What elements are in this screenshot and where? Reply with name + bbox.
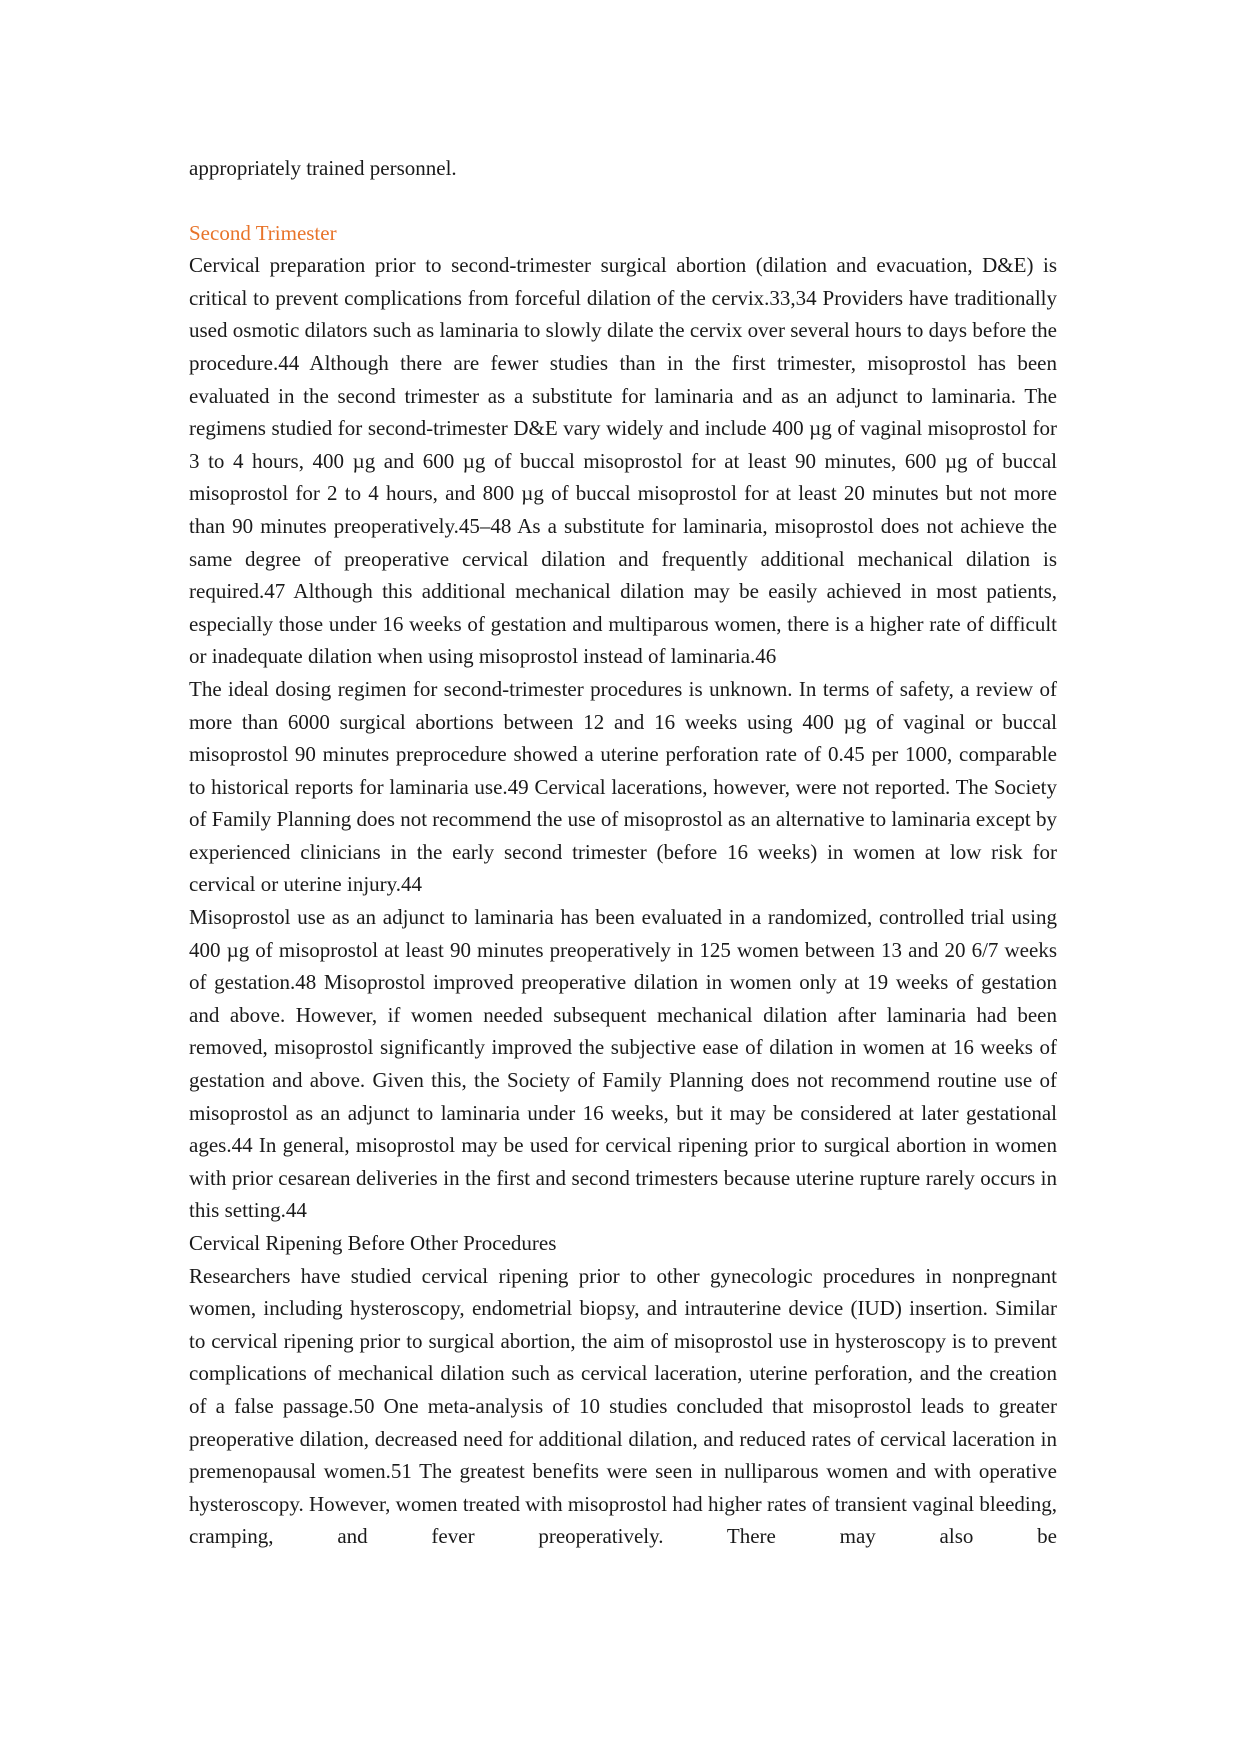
- paragraph-dosing-regimen: The ideal dosing regimen for second-trimester procedures is unknown. In terms of safety, a review of more than 6000 surgical abortions between 12 and 16 weeks using 400 µg of vaginal or buccal misoprostol 90 minutes preprocedure showed a uterine perforation rate of 0.45 per 1000, comparable to historical reports for laminaria use.49 Cervical lacerations, however, were not reported. The Society of Family Planning does not recommend the use of misoprostol as an alternative to laminaria except by experienced clinicians in the early second trimester (before 16 weeks) in women at low risk for cervical or uterine injury.44: [189, 676, 1057, 897]
- section-heading: Second Trimester: [189, 220, 337, 245]
- continuation-text: appropriately trained personnel.: [189, 156, 457, 180]
- paragraph-cervical-preparation: Cervical preparation prior to second-trimester surgical abortion (dilation and evacuation, D&E) is critical to prevent complications from forceful dilation of the cervix.33,34 Providers have traditionally used osmotic dilators such as laminaria to slowly dilate the cervix over several hours to days before the procedure.44 Although there are fewer studies than in the first trimester, misoprostol has been evaluated in the second trimester as a substitute for laminaria and as an adjunct to laminaria. The regimens studied for second-trimester D&E vary widely and include 400 µg of vaginal misoprostol for 3 to 4 hours, 400 µg and 600 µg of buccal misoprostol for at least 90 minutes, 600 µg of buccal misoprostol for 2 to 4 hours, and 800 µg of buccal misoprostol for at least 20 minutes but not more than 90 minutes preoperatively.45–48 As a substitute for laminaria, misoprostol does not achieve the same degree of preoperative cervical dilation and frequently additional mechanical dilation is required.47 Although this additional mechanical dilation may be easily achieved in most patients, especially those under 16 weeks of gestation and multiparous women, there is a higher rate of difficult or inadequate dilation when using misoprostol instead of laminaria.46: [189, 253, 1057, 669]
- subheading-other-procedures: Cervical Ripening Before Other Procedures: [189, 1231, 557, 1255]
- paragraph-other-procedures: Researchers have studied cervical ripening prior to other gynecologic procedures in nonpregnant women, including hysteroscopy, endometrial biopsy, and intrauterine device (IUD) insertion. Similar to cervical ripening prior to surgical abortion, the aim of misoprostol use in hysteroscopy is to prevent complications of mechanical dilation such as cervical laceration, uterine perforation, and the creation of a false passage.50 One meta-analysis of 10 studies concluded that misoprostol leads to greater preoperative dilation, decreased need for additional dilation, and reduced rates of cervical laceration in premenopausal women.51 The greatest benefits were seen in nulliparous women and with operative hysteroscopy. However, women treated with misoprostol had higher rates of transient vaginal bleeding, cramping, and fever preoperatively. There may also be: [189, 1263, 1057, 1549]
- document-page: [189, 152, 1057, 1553]
- paragraph-adjunct-use: Misoprostol use as an adjunct to laminaria has been evaluated in a randomized, controlled trial using 400 µg of misoprostol at least 90 minutes preoperatively in 125 women between 13 and 20 6/7 weeks of gestation.48 Misoprostol improved preoperative dilation in women only at 19 weeks of gestation and above. However, if women needed subsequent mechanical dilation after laminaria had been removed, misoprostol significantly improved the subjective ease of dilation in women at 16 weeks of gestation and above. Given this, the Society of Family Planning does not recommend routine use of misoprostol as an adjunct to laminaria under 16 weeks, but it may be considered at later gestational ages.44 In general, misoprostol may be used for cervical ripening prior to surgical abortion in women with prior cesarean deliveries in the first and second trimesters because uterine rupture rarely occurs in this setting.44: [189, 905, 1057, 1223]
- spacer: [189, 185, 1057, 217]
